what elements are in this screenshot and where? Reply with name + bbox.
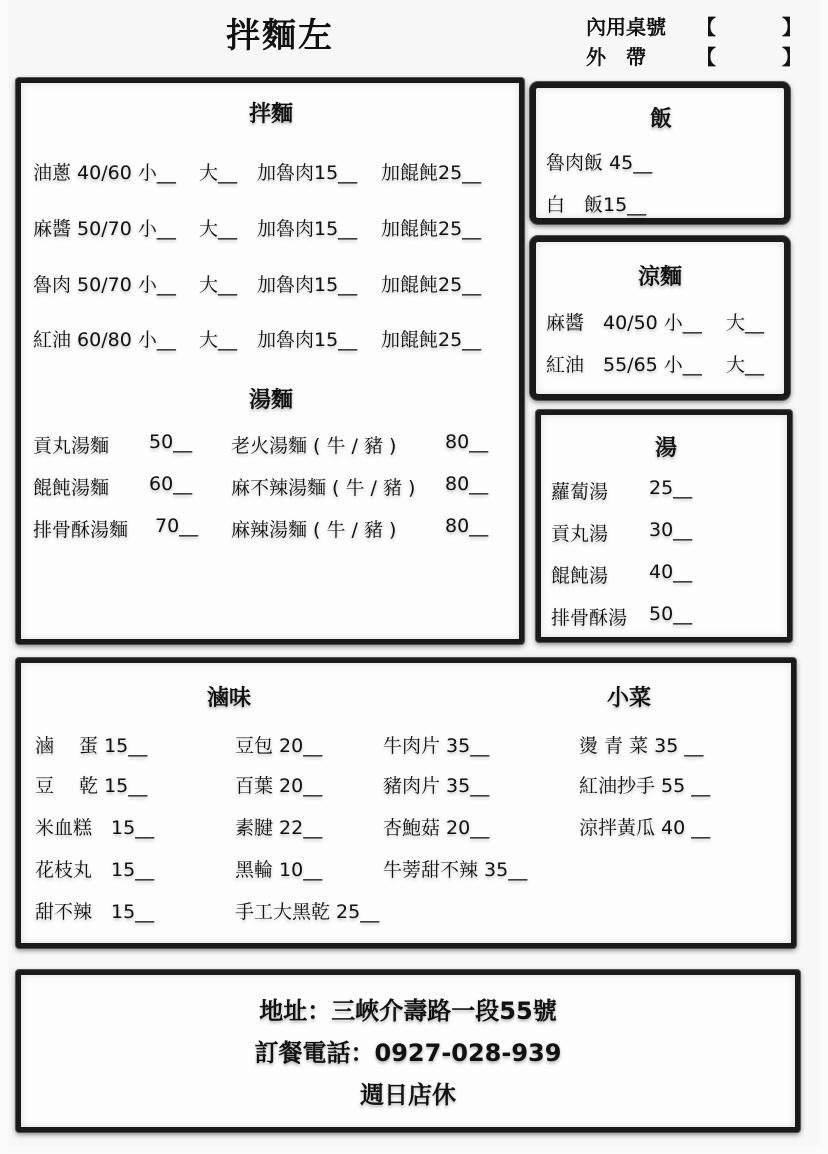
banmian-big: 大__ — [199, 274, 238, 296]
banmian-addon-braised-pork: 加魯肉15__ — [257, 218, 358, 240]
rice-item[interactable]: 白 飯15__ — [546, 194, 647, 216]
dine-in-row[interactable] — [586, 12, 806, 42]
soup-title: 湯 — [655, 435, 678, 461]
cold-noodle-section — [530, 236, 790, 400]
takeout-close-bracket: 】 — [782, 45, 802, 69]
soup-item-price: 40__ — [649, 561, 693, 583]
luwei-item[interactable]: 素腱 22__ — [235, 817, 323, 839]
luwei-item[interactable]: 豬肉片 35__ — [383, 775, 490, 797]
side-dish-item[interactable]: 涼拌黃瓜 40 __ — [579, 817, 711, 839]
tangmian-right-price: 80__ — [445, 431, 489, 453]
address-text: 地址：三峽介壽路一段55號 — [259, 997, 557, 1025]
soup-item[interactable] — [551, 519, 693, 546]
cold-noodle-title: 涼麵 — [638, 264, 683, 290]
tangmian-title: 湯麵 — [249, 387, 294, 413]
soup-item-name: 餛飩湯 — [551, 565, 609, 587]
luwei-item[interactable]: 手工大黑乾 25__ — [235, 901, 380, 923]
takeout-open-bracket: 【 — [696, 45, 716, 69]
soup-item-name: 排骨酥湯 — [551, 607, 628, 629]
luwei-item[interactable]: 黑輪 10__ — [235, 859, 323, 881]
luwei-item[interactable]: 花枝丸 15__ — [35, 859, 155, 881]
banmian-item-name: 麻醬 50/70 小__ — [33, 218, 176, 240]
luwei-item[interactable]: 豆 乾 15__ — [35, 775, 148, 797]
banmian-addon-wonton: 加餛飩25__ — [381, 329, 482, 351]
tangmian-left-price: 60__ — [149, 473, 193, 495]
info-section — [16, 970, 800, 1132]
banmian-row[interactable] — [33, 214, 482, 241]
tangmian-row[interactable] — [33, 473, 489, 500]
banmian-item-name: 紅油 60/80 小__ — [33, 329, 176, 351]
tangmian-right-name: 麻不辣湯麵 ( 牛 / 豬 ) — [231, 477, 416, 499]
cold-noodle-name: 紅油 55/65 小__ — [546, 354, 702, 376]
rice-section — [530, 82, 790, 224]
dine-in-label: 內用桌號 — [586, 15, 666, 39]
tangmian-left-name: 貢丸湯麵 — [33, 435, 110, 457]
side-dish-title: 小菜 — [607, 685, 652, 711]
banmian-row[interactable] — [33, 325, 482, 352]
soup-item-name: 貢丸湯 — [551, 523, 609, 545]
phone-text[interactable]: 訂餐電話：0927-028-939 — [254, 1039, 562, 1067]
noodle-section — [16, 78, 524, 644]
luwei-item[interactable]: 牛蒡甜不辣 35__ — [383, 859, 528, 881]
menu-page — [8, 0, 820, 1146]
cold-noodle-name: 麻醬 40/50 小__ — [546, 312, 702, 334]
banmian-title: 拌麵 — [249, 101, 294, 127]
order-type-area — [586, 12, 806, 72]
tangmian-left-price: 50__ — [149, 431, 193, 453]
luwei-item[interactable]: 米血糕 15__ — [35, 817, 155, 839]
banmian-addon-wonton: 加餛飩25__ — [381, 218, 482, 240]
cold-noodle-row[interactable] — [546, 350, 765, 377]
banmian-row[interactable] — [33, 270, 482, 297]
luwei-section — [16, 658, 796, 948]
brand-title: 拌麵左 — [226, 16, 334, 56]
side-dish-item[interactable]: 紅油抄手 55 __ — [579, 775, 711, 797]
tangmian-left-name: 餛飩湯麵 — [33, 477, 110, 499]
banmian-row[interactable] — [33, 158, 482, 185]
tangmian-row[interactable] — [33, 515, 489, 542]
luwei-item[interactable]: 百葉 20__ — [235, 775, 323, 797]
luwei-item[interactable]: 牛肉片 35__ — [383, 735, 490, 757]
dine-in-close-bracket: 】 — [782, 15, 802, 39]
soup-item[interactable] — [551, 561, 693, 588]
luwei-title: 滷味 — [207, 685, 252, 711]
tangmian-right-price: 80__ — [445, 473, 489, 495]
luwei-item[interactable]: 滷 蛋 15__ — [35, 735, 148, 757]
soup-section — [536, 410, 792, 642]
tangmian-row[interactable] — [33, 431, 489, 458]
banmian-big: 大__ — [199, 329, 238, 351]
side-dish-item[interactable]: 燙 青 菜 35 __ — [579, 735, 704, 757]
takeout-label: 外 帶 — [586, 45, 646, 69]
banmian-addon-braised-pork: 加魯肉15__ — [257, 329, 358, 351]
soup-item[interactable] — [551, 603, 693, 630]
tangmian-right-name: 老火湯麵 ( 牛 / 豬 ) — [231, 435, 397, 457]
soup-item[interactable] — [551, 477, 693, 504]
rice-item[interactable]: 魯肉飯 45__ — [546, 152, 653, 174]
cold-noodle-big: 大__ — [726, 354, 765, 376]
banmian-addon-wonton: 加餛飩25__ — [381, 162, 482, 184]
luwei-item[interactable]: 甜不辣 15__ — [35, 901, 155, 923]
banmian-item-name: 油蔥 40/60 小__ — [33, 162, 176, 184]
banmian-addon-braised-pork: 加魯肉15__ — [257, 274, 358, 296]
banmian-addon-wonton: 加餛飩25__ — [381, 274, 482, 296]
takeout-row[interactable] — [586, 42, 806, 72]
rice-title: 飯 — [650, 106, 673, 132]
banmian-big: 大__ — [199, 218, 238, 240]
tangmian-right-price: 80__ — [445, 515, 489, 537]
soup-item-price: 25__ — [649, 477, 693, 499]
soup-item-name: 蘿蔔湯 — [551, 481, 609, 503]
luwei-item[interactable]: 杏鮑菇 20__ — [383, 817, 490, 839]
luwei-item[interactable]: 豆包 20__ — [235, 735, 323, 757]
cold-noodle-row[interactable] — [546, 308, 765, 335]
cold-noodle-big: 大__ — [726, 312, 765, 334]
banmian-addon-braised-pork: 加魯肉15__ — [257, 162, 358, 184]
banmian-big: 大__ — [199, 162, 238, 184]
tangmian-left-name: 排骨酥湯麵 — [33, 519, 129, 541]
soup-item-price: 30__ — [649, 519, 693, 541]
banmian-item-name: 魯肉 50/70 小__ — [33, 274, 176, 296]
closed-day-text: 週日店休 — [360, 1081, 456, 1109]
dine-in-open-bracket: 【 — [696, 15, 716, 39]
tangmian-right-name: 麻辣湯麵 ( 牛 / 豬 ) — [231, 519, 397, 541]
tangmian-left-price: 70__ — [155, 515, 199, 537]
soup-item-price: 50__ — [649, 603, 693, 625]
